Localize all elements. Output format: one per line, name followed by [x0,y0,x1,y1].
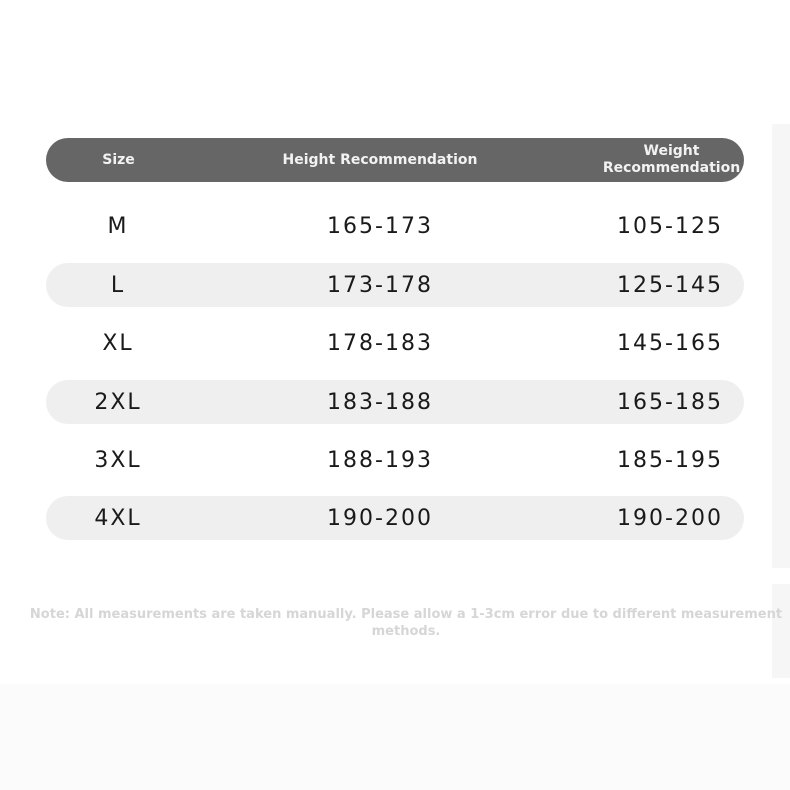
size-cell: XL [102,330,134,356]
weight-cell: 105-125 [617,213,723,239]
size-cell: M [107,213,129,239]
height-cell: 173-178 [327,272,433,298]
table-row [46,438,744,482]
height-cell: 165-173 [327,213,433,239]
right-edge-decoration [772,124,790,568]
size-cell: 4XL [94,505,142,531]
measurement-note: Note: All measurements are taken manually. Please allow a 1-3cm error due to different measurement methods. [29,607,783,639]
size-cell: 2XL [94,389,142,415]
height-cell: 178-183 [327,330,433,356]
weight-cell: 185-195 [617,447,723,473]
weight-cell: 165-185 [617,389,723,415]
weight-cell: 125-145 [617,272,723,298]
table-header [46,138,744,182]
weight-cell: 145-165 [617,330,723,356]
weight-cell: 190-200 [617,505,723,531]
table-row [46,263,744,307]
size-cell: 3XL [94,447,142,473]
header-size: Size [102,151,135,168]
page-bottom-band [0,684,790,790]
height-cell: 190-200 [327,505,433,531]
header-weight-recommendation: Weight Recommendation [602,143,741,176]
height-cell: 188-193 [327,447,433,473]
size-cell: L [110,272,126,298]
header-height-recommendation: Height Recommendation [282,151,478,168]
table-row [46,321,744,365]
table-row [46,496,744,540]
height-cell: 183-188 [327,389,433,415]
table-row [46,380,744,424]
table-row [46,204,744,248]
